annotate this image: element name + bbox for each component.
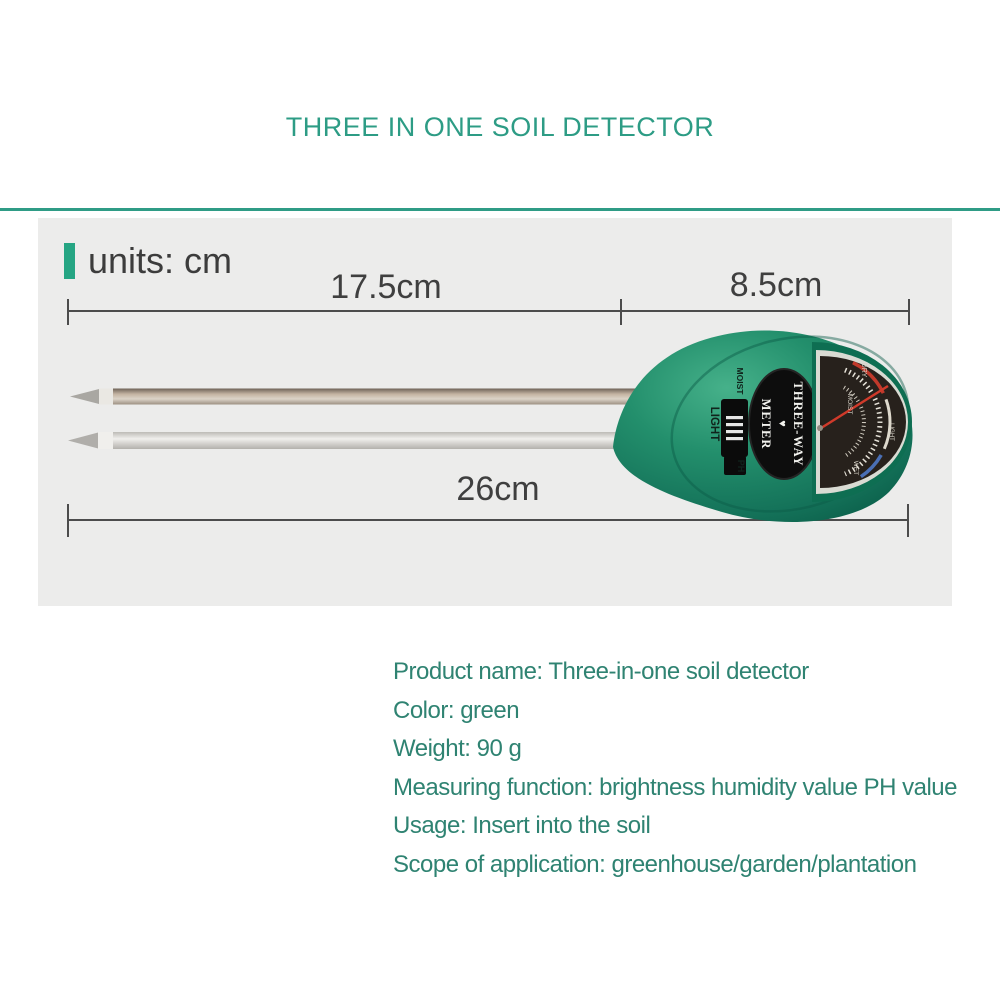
probe-top-tip xyxy=(70,389,101,405)
switch-grip-bar xyxy=(726,437,743,440)
gauge-label-moist: MOIST xyxy=(846,393,853,415)
gauge-label-light: LIGHT xyxy=(888,423,894,441)
badge-line1: THREE-WAY xyxy=(791,381,805,467)
probe-bottom-shaft xyxy=(113,432,655,449)
probe-bottom-tip xyxy=(68,432,100,449)
probe-bottom xyxy=(68,432,655,449)
switch-body xyxy=(721,399,748,457)
detail-scope: Scope of application: greenhouse/garden/plantation xyxy=(393,850,917,878)
switch-grip-bar xyxy=(726,416,743,419)
gauge-label-wet: WET xyxy=(852,460,859,476)
probe-top-shaft xyxy=(113,389,640,405)
probe-bottom-band xyxy=(98,432,114,449)
page-title: THREE IN ONE SOIL DETECTOR xyxy=(285,112,715,142)
dimension-label-probe-length: 17.5cm xyxy=(330,268,442,306)
detector-head xyxy=(613,312,927,535)
switch-label-ph: PH xyxy=(736,459,746,473)
switch-grip-bar xyxy=(726,423,743,426)
three-way-meter-badge xyxy=(749,369,819,479)
probe-top-band xyxy=(99,389,114,405)
detail-color: Color: green xyxy=(393,696,520,724)
gauge-pivot xyxy=(817,425,823,431)
gauge-label-dry: DRY xyxy=(860,362,867,378)
probes xyxy=(68,389,655,450)
product-details xyxy=(393,653,957,884)
probe-top xyxy=(70,389,640,405)
dimension-label-head-width: 8.5cm xyxy=(729,266,823,304)
switch-grip-bar xyxy=(726,430,743,433)
badge-line2: METER xyxy=(759,398,773,450)
detail-usage: Usage: Insert into the soil xyxy=(393,812,651,839)
units-label: units: cm xyxy=(88,240,233,281)
switch-label-light: LIGHT xyxy=(708,406,720,442)
detail-weight: Weight: 90 g xyxy=(393,735,522,762)
dimension-label-total-length: 26cm xyxy=(456,470,540,508)
detail-product-name: Product name: Three-in-one soil detector xyxy=(393,658,809,685)
detail-measuring-function: Measuring function: brightness humidity value PH value xyxy=(393,773,957,801)
switch-label-moist: MOIST xyxy=(735,367,745,395)
heart-icon: ♥ xyxy=(776,420,788,428)
